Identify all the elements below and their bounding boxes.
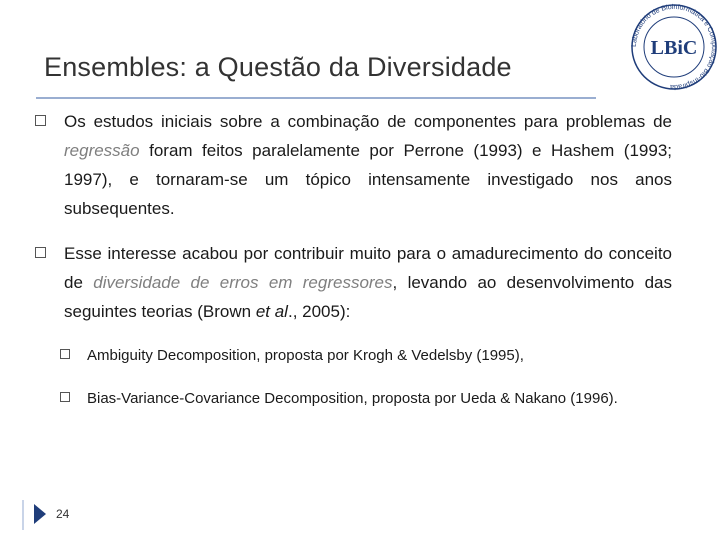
- lbic-logo-graphic: [628, 2, 720, 92]
- footer-rail: [22, 500, 24, 530]
- sub-bullet-marker-icon: [60, 392, 70, 402]
- svg-text:LBiC: LBiC: [650, 37, 698, 59]
- emphasis-diversidade: diversidade de erros em regressores: [93, 273, 393, 292]
- page-number: 24: [56, 507, 70, 521]
- page-arrow-icon: [34, 504, 46, 524]
- sub-bullet-2: Bias-Variance-Covariance Decomposition, proposta por Ueda & Nakano (1996).: [87, 390, 618, 407]
- bullet-text-2: Esse interesse acabou por contribuir muito para o amadurecimento do conceito de diversidade de erros em regressores, levando ao desenvolvimento das seguintes teorias (Brown et al., 2005):: [64, 244, 672, 321]
- slide-title: Ensembles: a Questão da Diversidade: [44, 52, 512, 82]
- sub-bullet-marker-icon: [60, 349, 70, 359]
- sub-bullet-1: Ambiguity Decomposition, proposta por Krogh & Vedelsby (1995),: [87, 347, 524, 364]
- bullet-text-1: Os estudos iniciais sobre a combinação de componentes para problemas de regressão foram feitos paralelamente por Perrone (1993) e Hashem (1993; 1997), e tornaram-se um tópico intensamente investigado nos anos subsequentes.: [64, 112, 672, 218]
- emphasis-regressao: regressão: [64, 141, 140, 160]
- svg-text:Laboratório de Bioinformática: Laboratório de Bioinformática e Computação Bio-Inspirada: [630, 3, 718, 91]
- bullet-marker-icon: [35, 247, 46, 258]
- bullet-marker-icon: [35, 115, 46, 126]
- title-underline: [36, 97, 596, 99]
- lbic-logo: [628, 2, 720, 92]
